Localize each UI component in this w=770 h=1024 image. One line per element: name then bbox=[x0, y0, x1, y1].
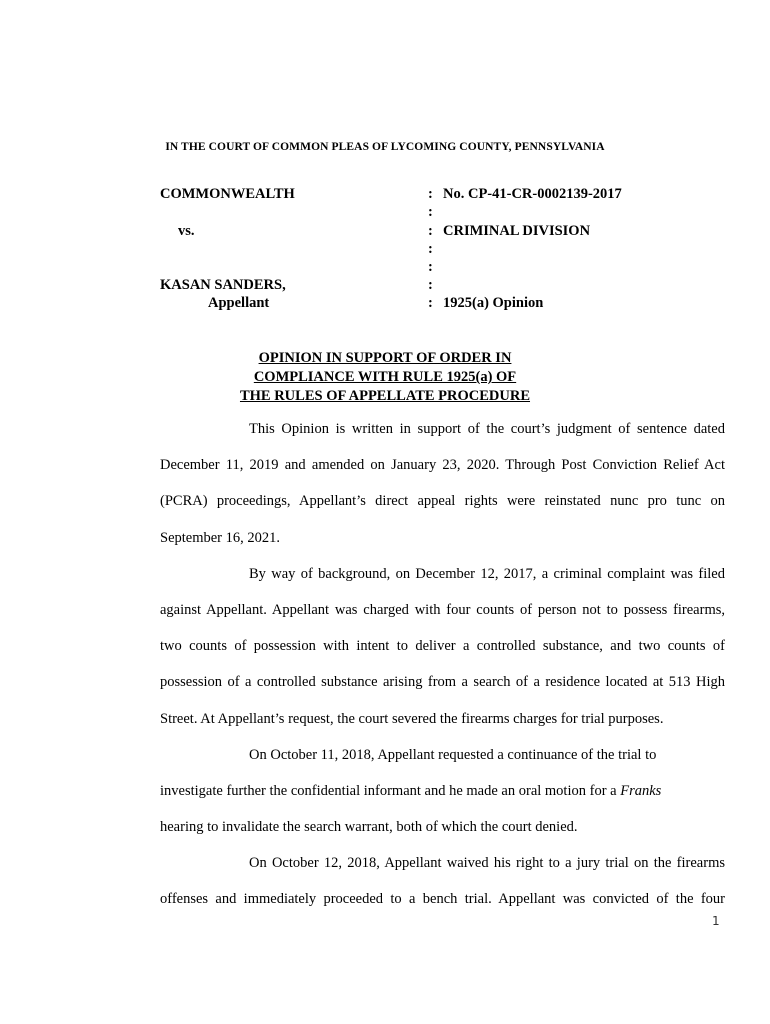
paragraph-line: two counts of possession with intent to deliver a controlled substance, and two counts of bbox=[160, 638, 725, 654]
title-line-2: COMPLIANCE WITH RULE 1925(a) OF bbox=[253, 369, 517, 385]
paragraph-line: against Appellant. Appellant was charged with four counts of person not to possess firearms, bbox=[160, 602, 725, 618]
paragraph-line: Street. At Appellant’s request, the court severed the firearms charges for trial purposes. bbox=[160, 711, 664, 727]
paragraph-line: This Opinion is written in support of the court’s judgment of sentence dated bbox=[249, 421, 725, 437]
caption-colon: : bbox=[428, 241, 433, 257]
title-line-1: OPINION IN SUPPORT OF ORDER IN bbox=[258, 350, 512, 366]
page-number: 1 bbox=[712, 914, 720, 928]
paragraph-line: On October 11, 2018, Appellant requested a continuance of the trial to bbox=[249, 747, 657, 763]
party-defendant: KASAN SANDERS, bbox=[160, 277, 286, 293]
caption-colon: : bbox=[428, 295, 433, 311]
docket-number: No. CP-41-CR-0002139-2017 bbox=[443, 186, 622, 202]
title-line-3: THE RULES OF APPELLATE PROCEDURE bbox=[239, 388, 531, 404]
versus-label: vs. bbox=[178, 223, 195, 239]
paragraph-text: investigate further the confidential informant and he made an oral motion for a bbox=[160, 783, 621, 799]
paragraph-line: (PCRA) proceedings, Appellant’s direct appeal rights were reinstated nunc pro tunc on bbox=[160, 493, 725, 509]
document-type: 1925(a) Opinion bbox=[443, 295, 544, 311]
caption-colon: : bbox=[428, 186, 433, 202]
paragraph-line: hearing to invalidate the search warrant, both of which the court denied. bbox=[160, 819, 578, 835]
caption-colon: : bbox=[428, 223, 433, 239]
party-defendant-role: Appellant bbox=[208, 295, 270, 311]
party-commonwealth: COMMONWEALTH bbox=[160, 186, 295, 202]
division-label: CRIMINAL DIVISION bbox=[443, 223, 591, 239]
paragraph-line: offenses and immediately proceeded to a bench trial. Appellant was convicted of the four bbox=[160, 891, 725, 907]
franks-case-name: Franks bbox=[620, 783, 662, 799]
opinion-title bbox=[0, 349, 770, 406]
paragraph-line: possession of a controlled substance arising from a search of a residence located at 513 High bbox=[160, 674, 725, 690]
caption-colon: : bbox=[428, 204, 433, 220]
paragraph-line: December 11, 2019 and amended on January 23, 2020. Through Post Conviction Relief Act bbox=[160, 457, 725, 473]
court-header: IN THE COURT OF COMMON PLEAS OF LYCOMING COUNTY, PENNSYLVANIA bbox=[165, 141, 605, 153]
paragraph-line: By way of background, on December 12, 2017, a criminal complaint was filed bbox=[249, 566, 725, 582]
caption-colon: : bbox=[428, 259, 433, 275]
paragraph-line: September 16, 2021. bbox=[160, 530, 281, 546]
caption-colon: : bbox=[428, 277, 433, 293]
paragraph-line bbox=[160, 783, 661, 800]
paragraph-line: On October 12, 2018, Appellant waived his right to a jury trial on the firearms bbox=[249, 855, 725, 871]
